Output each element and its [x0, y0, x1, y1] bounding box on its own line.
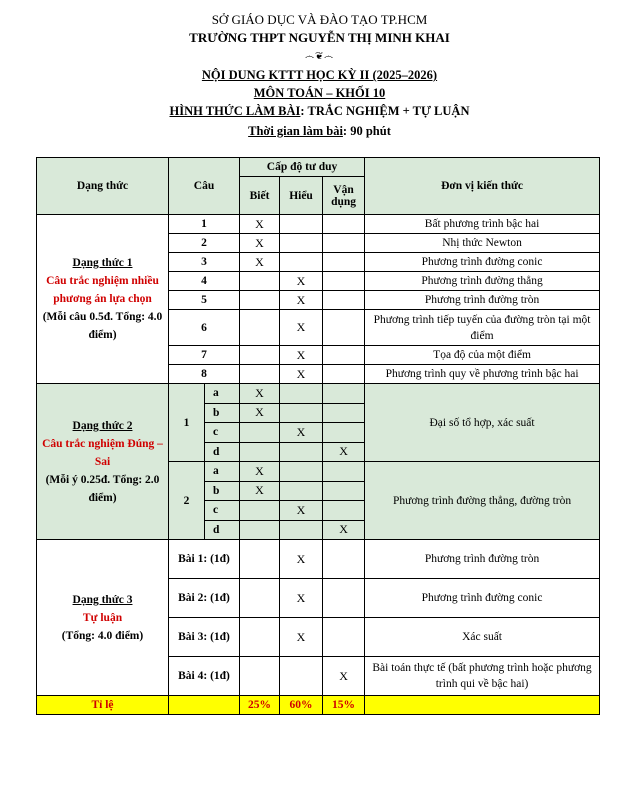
section2-subtitle: Câu trắc nghiệm Đúng – Sai	[42, 437, 163, 468]
exam-format-value: : TRẮC NGHIỆM + TỰ LUẬN	[300, 104, 470, 118]
section2-title: Dạng thức 2	[72, 419, 133, 432]
mark-apply	[323, 481, 365, 501]
mark-understand: X	[280, 540, 323, 579]
question-number: 5	[169, 291, 240, 310]
mark-understand	[280, 384, 323, 404]
question-number: Bài 3: (1đ)	[169, 618, 240, 657]
question-number: Bài 1: (1đ)	[169, 540, 240, 579]
mark-understand: X	[280, 501, 323, 521]
mark-apply	[323, 272, 365, 291]
exam-time-label: Thời gian làm bài	[248, 124, 343, 138]
section3-title: Dạng thức 3	[72, 593, 133, 606]
section2-cell	[37, 384, 169, 540]
exam-format	[0, 103, 639, 119]
school-name: TRƯỜNG THPT NGUYỄN THỊ MINH KHAI	[189, 30, 450, 45]
exam-time	[0, 123, 639, 139]
ornament-divider: ෴❦෴	[304, 51, 335, 62]
mark-know	[240, 540, 280, 579]
knowledge-unit: Phương trình quy về phương trình bậc hai	[365, 365, 600, 384]
mark-understand: X	[280, 618, 323, 657]
ratio-understand: 60%	[280, 696, 323, 715]
mark-apply	[323, 234, 365, 253]
section1-cell	[37, 215, 169, 384]
knowledge-unit: Tọa độ của một điểm	[365, 346, 600, 365]
table-row	[37, 540, 600, 579]
section3-note: (Tổng: 4.0 điểm)	[61, 629, 144, 642]
mark-know: X	[240, 234, 280, 253]
mark-understand: X	[280, 272, 323, 291]
mark-apply	[323, 618, 365, 657]
sub-item: b	[205, 403, 240, 423]
sub-item: d	[205, 442, 240, 462]
mark-know	[240, 346, 280, 365]
mark-understand: X	[280, 365, 323, 384]
section3-cell	[37, 540, 169, 696]
col-header-know: Biết	[240, 177, 280, 215]
knowledge-unit: Phương trình đường conic	[365, 579, 600, 618]
mark-know	[240, 520, 280, 540]
mark-apply: X	[323, 657, 365, 696]
exam-format-label: HÌNH THỨC LÀM BÀI	[169, 104, 301, 118]
knowledge-unit: Phương trình đường thẳng	[365, 272, 600, 291]
question-number: 6	[169, 310, 240, 346]
knowledge-unit: Nhị thức Newton	[365, 234, 600, 253]
department-name: SỞ GIÁO DỤC VÀ ĐÀO TẠO TP.HCM	[211, 12, 428, 27]
mark-understand: X	[280, 346, 323, 365]
mark-apply	[323, 384, 365, 404]
question-number: 2	[169, 234, 240, 253]
header-row-1	[37, 158, 600, 177]
sub-item: a	[205, 462, 240, 482]
mark-understand: X	[280, 579, 323, 618]
ratio-row	[37, 696, 600, 715]
mark-know	[240, 579, 280, 618]
mark-apply	[323, 253, 365, 272]
question-number: 1	[169, 215, 240, 234]
document-title: NỘI DUNG KTTT HỌC KỲ II (2025–2026)	[201, 68, 438, 82]
knowledge-unit: Phương trình đường tròn	[365, 291, 600, 310]
question-number: Bài 2: (1đ)	[169, 579, 240, 618]
question-number: 2	[169, 462, 205, 540]
mark-understand	[280, 520, 323, 540]
mark-understand	[280, 481, 323, 501]
mark-apply	[323, 462, 365, 482]
mark-apply	[323, 215, 365, 234]
mark-know	[240, 501, 280, 521]
question-number: 1	[169, 384, 205, 462]
mark-understand	[280, 215, 323, 234]
mark-understand	[280, 253, 323, 272]
sub-item: c	[205, 501, 240, 521]
mark-understand	[280, 234, 323, 253]
sub-item: d	[205, 520, 240, 540]
table-row	[37, 215, 600, 234]
col-header-unit: Đơn vị kiến thức	[365, 158, 600, 215]
mark-know	[240, 657, 280, 696]
col-header-apply: Vận dụng	[323, 177, 365, 215]
mark-understand: X	[280, 291, 323, 310]
mark-apply	[323, 291, 365, 310]
mark-know: X	[240, 215, 280, 234]
sub-item: c	[205, 423, 240, 443]
col-header-question: Câu	[169, 158, 240, 215]
mark-know	[240, 423, 280, 443]
section2-note: (Mỗi ý 0.25đ. Tổng: 2.0 điểm)	[45, 473, 160, 504]
mark-know: X	[240, 481, 280, 501]
mark-apply	[323, 346, 365, 365]
mark-apply	[323, 579, 365, 618]
section1-subtitle: Câu trắc nghiệm nhiều phương án lựa chọn	[46, 275, 159, 305]
col-header-level: Cấp độ tư duy	[240, 158, 365, 177]
mark-know	[240, 365, 280, 384]
mark-know: X	[240, 384, 280, 404]
ratio-label: Tỉ lệ	[37, 696, 169, 715]
sub-item: b	[205, 481, 240, 501]
question-number: 3	[169, 253, 240, 272]
col-header-form: Dạng thức	[37, 158, 169, 215]
mark-apply: X	[323, 520, 365, 540]
sub-item: a	[205, 384, 240, 404]
mark-understand	[280, 442, 323, 462]
mark-apply	[323, 540, 365, 579]
knowledge-unit: Bài toán thực tế (bất phương trình hoặc phương trình qui về bậc hai)	[365, 657, 600, 696]
mark-know	[240, 272, 280, 291]
knowledge-unit: Xác suất	[365, 618, 600, 657]
mark-apply	[323, 403, 365, 423]
section1-title: Dạng thức 1	[72, 257, 133, 269]
table-row	[37, 384, 600, 404]
ratio-empty-unit	[365, 696, 600, 715]
mark-know: X	[240, 253, 280, 272]
ratio-apply: 15%	[323, 696, 365, 715]
exam-matrix-table	[36, 157, 600, 715]
mark-know: X	[240, 403, 280, 423]
exam-time-value: : 90 phút	[342, 124, 391, 138]
question-number: 4	[169, 272, 240, 291]
mark-know: X	[240, 462, 280, 482]
mark-know	[240, 310, 280, 346]
mark-understand	[280, 403, 323, 423]
section1-note: (Mỗi câu 0.5đ. Tổng: 4.0 điểm)	[42, 311, 163, 341]
question-number: 7	[169, 346, 240, 365]
mark-know	[240, 618, 280, 657]
knowledge-unit: Phương trình tiếp tuyến của đường tròn tại một điểm	[365, 310, 600, 346]
mark-understand: X	[280, 423, 323, 443]
section3-subtitle: Tự luận	[82, 611, 123, 624]
knowledge-unit: Bất phương trình bậc hai	[365, 215, 600, 234]
mark-apply	[323, 365, 365, 384]
knowledge-unit: Đại số tổ hợp, xác suất	[365, 384, 600, 462]
mark-know	[240, 442, 280, 462]
mark-apply	[323, 501, 365, 521]
col-header-understand: Hiểu	[280, 177, 323, 215]
mark-understand	[280, 657, 323, 696]
mark-understand: X	[280, 310, 323, 346]
mark-understand	[280, 462, 323, 482]
subject-grade: MÔN TOÁN – KHỐI 10	[253, 86, 386, 100]
question-number: Bài 4: (1đ)	[169, 657, 240, 696]
mark-apply	[323, 310, 365, 346]
ratio-know: 25%	[240, 696, 280, 715]
knowledge-unit: Phương trình đường tròn	[365, 540, 600, 579]
ratio-empty	[169, 696, 240, 715]
knowledge-unit: Phương trình đường thẳng, đường tròn	[365, 462, 600, 540]
question-number: 8	[169, 365, 240, 384]
mark-apply: X	[323, 442, 365, 462]
mark-apply	[323, 423, 365, 443]
knowledge-unit: Phương trình đường conic	[365, 253, 600, 272]
mark-know	[240, 291, 280, 310]
